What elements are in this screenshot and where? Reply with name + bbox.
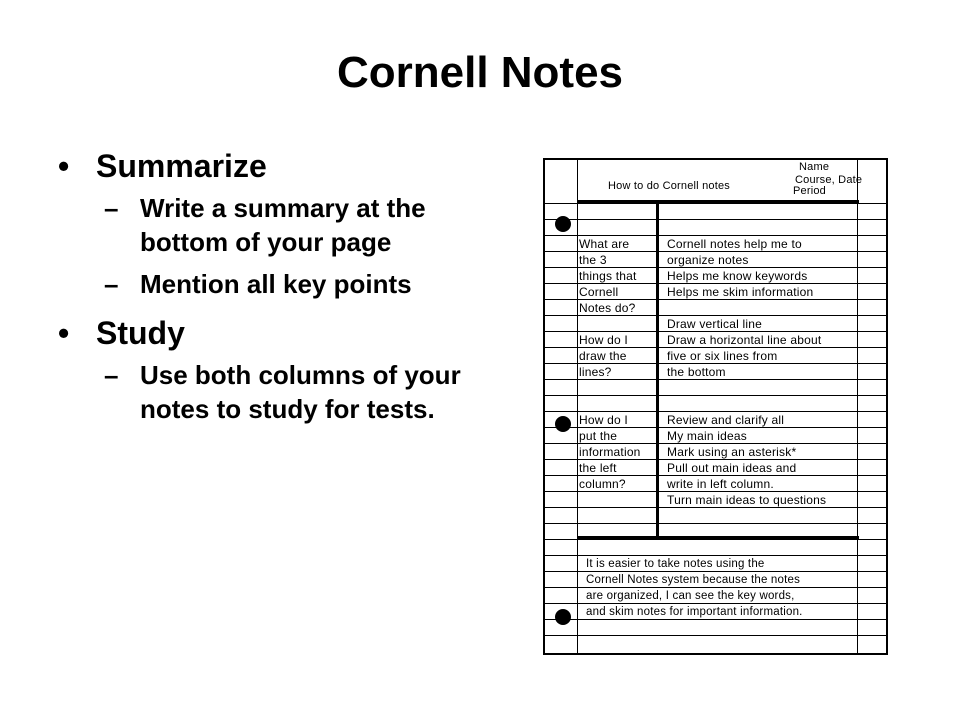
- note-block-1: Cornell notes help me to organize notes Helps me know keywords Helps me skim information: [667, 237, 814, 299]
- sub-bullet-text: Write a summary at the bottom of your page: [140, 193, 426, 257]
- header-name: Name: [799, 161, 830, 173]
- bullet-study: • Study: [58, 315, 478, 352]
- ruled-line: [545, 635, 886, 636]
- sub-bullet: – Mention all key points: [104, 269, 412, 299]
- ruled-line: [545, 395, 886, 396]
- ruled-line: [545, 539, 886, 540]
- bullet-list: [58, 148, 478, 434]
- note-block-3: Review and clarify all My main ideas Mark using an asterisk* Pull out main ideas and write in left column. Turn main ideas to questions: [667, 413, 827, 507]
- right-margin-line: [857, 160, 858, 653]
- ruled-line: [545, 203, 886, 204]
- left-margin-line: [577, 160, 578, 653]
- binder-hole: [555, 216, 571, 232]
- sub-bullet: – Use both columns of your notes to study for tests.: [104, 360, 461, 424]
- header-period: Period: [793, 185, 826, 197]
- note-block-2: Draw vertical line Draw a horizontal line about five or six lines from the bottom: [667, 317, 822, 379]
- slide-title: Cornell Notes: [336, 48, 624, 97]
- header-divider: [577, 200, 859, 203]
- ruled-line: [545, 523, 886, 524]
- sub-bullet: – Write a summary at the bottom of your page: [104, 193, 426, 257]
- ruled-line: [545, 219, 886, 220]
- binder-hole: [555, 416, 571, 432]
- header-course-date: Course, Date: [795, 174, 863, 186]
- cue-question-1: What are the 3 things that Cornell Notes do?: [579, 237, 637, 315]
- cornell-notes-sheet: [543, 158, 888, 655]
- sub-bullet-text: Mention all key points: [140, 269, 412, 299]
- bullet-summarize: • Summarize: [58, 148, 478, 185]
- sheet-heading: How to do Cornell notes: [608, 180, 730, 192]
- cue-column-divider: [656, 203, 659, 537]
- cue-question-2: How do I draw the lines?: [579, 333, 628, 379]
- cue-question-3: How do I put the information the left column?: [579, 413, 641, 491]
- summary-divider: [577, 536, 859, 539]
- sub-bullet-text: Use both columns of your notes to study for tests.: [140, 360, 461, 424]
- summary-block: It is easier to take notes using the Cornell Notes system because the notes are organized, I can see the key words, and skim notes for important information.: [586, 558, 803, 618]
- binder-hole: [555, 609, 571, 625]
